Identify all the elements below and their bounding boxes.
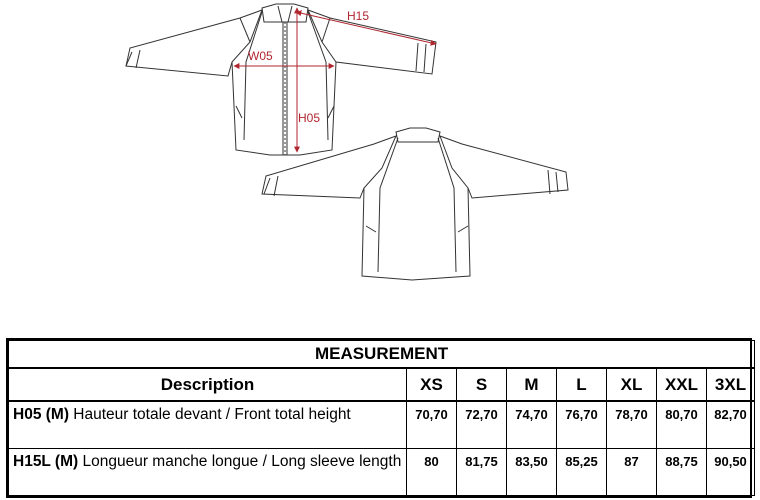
row-description bbox=[9, 449, 407, 496]
value-cell: 72,70 bbox=[457, 401, 507, 449]
value-cell: 80 bbox=[407, 449, 457, 496]
size-header-l: L bbox=[557, 368, 607, 401]
value-cell: 76,70 bbox=[557, 401, 607, 449]
value-cell: 81,75 bbox=[457, 449, 507, 496]
row-text: Hauteur totale devant / Front total height bbox=[68, 406, 351, 423]
value-cell: 78,70 bbox=[607, 401, 657, 449]
description-header: Description bbox=[9, 368, 407, 401]
value-cell: 87 bbox=[607, 449, 657, 496]
value-cell: 70,70 bbox=[407, 401, 457, 449]
size-header-m: M bbox=[507, 368, 557, 401]
h05-label: H05 bbox=[298, 111, 321, 125]
value-cell: 90,50 bbox=[707, 449, 755, 496]
jacket-front-view bbox=[126, 4, 436, 155]
value-cell: 83,50 bbox=[507, 449, 557, 496]
w05-label: W05 bbox=[248, 49, 273, 63]
value-cell: 88,75 bbox=[657, 449, 707, 496]
table-row bbox=[9, 449, 755, 496]
size-header-xl: XL bbox=[607, 368, 657, 401]
table-title: MEASUREMENT bbox=[9, 341, 755, 369]
size-header-xs: XS bbox=[407, 368, 457, 401]
table-row bbox=[9, 401, 755, 449]
value-cell: 74,70 bbox=[507, 401, 557, 449]
size-header-3xl: 3XL bbox=[707, 368, 755, 401]
size-header-s: S bbox=[457, 368, 507, 401]
value-cell: 85,25 bbox=[557, 449, 607, 496]
size-header-xxl: XXL bbox=[657, 368, 707, 401]
measurement-table bbox=[6, 338, 752, 498]
row-code: H15L (M) bbox=[13, 453, 79, 470]
h15-label: H15 bbox=[347, 9, 370, 23]
value-cell: 82,70 bbox=[707, 401, 755, 449]
row-code: H05 (M) bbox=[13, 406, 69, 423]
row-text: Longueur manche longue / Long sleeve length bbox=[78, 453, 402, 470]
row-description bbox=[9, 401, 407, 449]
value-cell: 80,70 bbox=[657, 401, 707, 449]
